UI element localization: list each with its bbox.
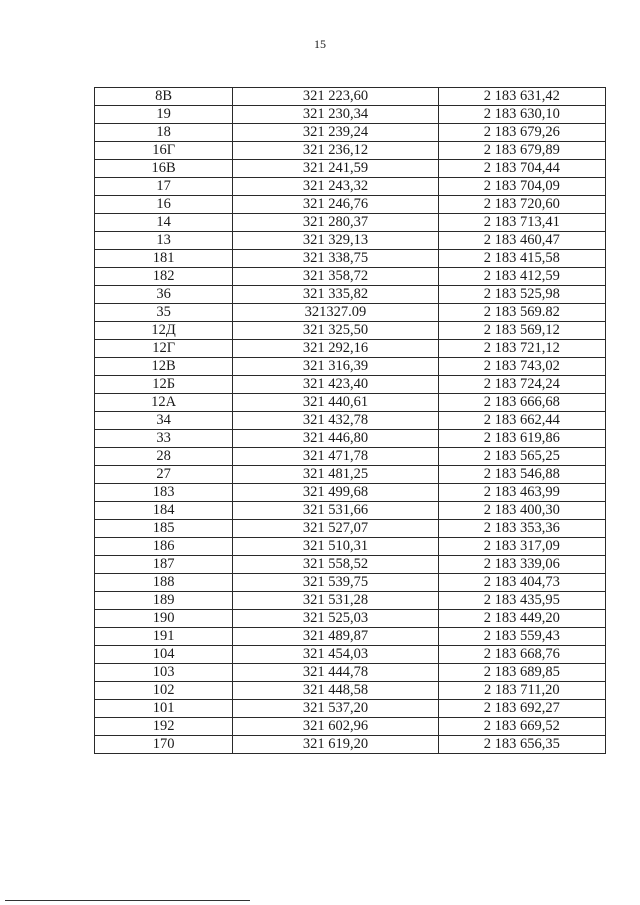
point-number-cell: 189 — [95, 592, 233, 610]
point-number-cell: 192 — [95, 718, 233, 736]
point-number-cell: 185 — [95, 520, 233, 538]
table-row — [95, 736, 606, 754]
y-coordinate-cell: 2 183 743,02 — [438, 358, 605, 376]
y-coordinate-cell: 2 183 449,20 — [438, 610, 605, 628]
x-coordinate-cell: 321 335,82 — [233, 286, 438, 304]
point-number-cell: 188 — [95, 574, 233, 592]
table-row — [95, 556, 606, 574]
table-row — [95, 286, 606, 304]
point-number-cell: 186 — [95, 538, 233, 556]
x-coordinate-cell: 321 432,78 — [233, 412, 438, 430]
point-number-cell: 103 — [95, 664, 233, 682]
point-number-cell: 181 — [95, 250, 233, 268]
point-number-cell: 8В — [95, 88, 233, 106]
table-row — [95, 628, 606, 646]
table-row — [95, 106, 606, 124]
point-number-cell: 16Г — [95, 142, 233, 160]
table-row — [95, 610, 606, 628]
table-row — [95, 232, 606, 250]
y-coordinate-cell: 2 183 525,98 — [438, 286, 605, 304]
table-row — [95, 340, 606, 358]
x-coordinate-cell: 321 329,13 — [233, 232, 438, 250]
y-coordinate-cell: 2 183 569,12 — [438, 322, 605, 340]
x-coordinate-cell: 321 444,78 — [233, 664, 438, 682]
table-row — [95, 718, 606, 736]
x-coordinate-cell: 321 338,75 — [233, 250, 438, 268]
point-number-cell: 184 — [95, 502, 233, 520]
y-coordinate-cell: 2 183 704,09 — [438, 178, 605, 196]
y-coordinate-cell: 2 183 317,09 — [438, 538, 605, 556]
point-number-cell: 18 — [95, 124, 233, 142]
y-coordinate-cell: 2 183 460,47 — [438, 232, 605, 250]
table-row — [95, 412, 606, 430]
table-row — [95, 520, 606, 538]
y-coordinate-cell: 2 183 404,73 — [438, 574, 605, 592]
point-number-cell: 12Г — [95, 340, 233, 358]
y-coordinate-cell: 2 183 559,43 — [438, 628, 605, 646]
table-row — [95, 358, 606, 376]
point-number-cell: 28 — [95, 448, 233, 466]
table-row — [95, 574, 606, 592]
point-number-cell: 104 — [95, 646, 233, 664]
point-number-cell: 19 — [95, 106, 233, 124]
point-number-cell: 191 — [95, 628, 233, 646]
table-row — [95, 304, 606, 322]
table-row — [95, 646, 606, 664]
point-number-cell: 170 — [95, 736, 233, 754]
point-number-cell: 102 — [95, 682, 233, 700]
y-coordinate-cell: 2 183 630,10 — [438, 106, 605, 124]
y-coordinate-cell: 2 183 662,44 — [438, 412, 605, 430]
x-coordinate-cell: 321 223,60 — [233, 88, 438, 106]
y-coordinate-cell: 2 183 631,42 — [438, 88, 605, 106]
x-coordinate-cell: 321 243,32 — [233, 178, 438, 196]
table-row — [95, 700, 606, 718]
x-coordinate-cell: 321 499,68 — [233, 484, 438, 502]
x-coordinate-cell: 321 280,37 — [233, 214, 438, 232]
x-coordinate-cell: 321 531,28 — [233, 592, 438, 610]
table-row — [95, 142, 606, 160]
y-coordinate-cell: 2 183 412,59 — [438, 268, 605, 286]
point-number-cell: 182 — [95, 268, 233, 286]
x-coordinate-cell: 321 481,25 — [233, 466, 438, 484]
y-coordinate-cell: 2 183 415,58 — [438, 250, 605, 268]
y-coordinate-cell: 2 183 724,24 — [438, 376, 605, 394]
table-row — [95, 160, 606, 178]
point-number-cell: 12А — [95, 394, 233, 412]
x-coordinate-cell: 321 325,50 — [233, 322, 438, 340]
x-coordinate-cell: 321 527,07 — [233, 520, 438, 538]
x-coordinate-cell: 321 602,96 — [233, 718, 438, 736]
coordinates-table-body — [95, 88, 606, 754]
table-row — [95, 322, 606, 340]
y-coordinate-cell: 2 183 463,99 — [438, 484, 605, 502]
y-coordinate-cell: 2 183 619,86 — [438, 430, 605, 448]
point-number-cell: 187 — [95, 556, 233, 574]
x-coordinate-cell: 321 239,24 — [233, 124, 438, 142]
point-number-cell: 27 — [95, 466, 233, 484]
y-coordinate-cell: 2 183 679,26 — [438, 124, 605, 142]
table-row — [95, 268, 606, 286]
x-coordinate-cell: 321 525,03 — [233, 610, 438, 628]
point-number-cell: 17 — [95, 178, 233, 196]
y-coordinate-cell: 2 183 669,52 — [438, 718, 605, 736]
table-row — [95, 178, 606, 196]
point-number-cell: 12Б — [95, 376, 233, 394]
y-coordinate-cell: 2 183 666,68 — [438, 394, 605, 412]
x-coordinate-cell: 321 558,52 — [233, 556, 438, 574]
point-number-cell: 33 — [95, 430, 233, 448]
table-row — [95, 502, 606, 520]
x-coordinate-cell: 321 489,87 — [233, 628, 438, 646]
x-coordinate-cell: 321 423,40 — [233, 376, 438, 394]
footer-rule — [5, 900, 250, 901]
y-coordinate-cell: 2 183 721,12 — [438, 340, 605, 358]
point-number-cell: 36 — [95, 286, 233, 304]
table-row — [95, 250, 606, 268]
point-number-cell: 101 — [95, 700, 233, 718]
y-coordinate-cell: 2 183 546,88 — [438, 466, 605, 484]
point-number-cell: 16В — [95, 160, 233, 178]
y-coordinate-cell: 2 183 692,27 — [438, 700, 605, 718]
x-coordinate-cell: 321 316,39 — [233, 358, 438, 376]
x-coordinate-cell: 321 241,59 — [233, 160, 438, 178]
x-coordinate-cell: 321 539,75 — [233, 574, 438, 592]
y-coordinate-cell: 2 183 400,30 — [438, 502, 605, 520]
x-coordinate-cell: 321327.09 — [233, 304, 438, 322]
y-coordinate-cell: 2 183 689,85 — [438, 664, 605, 682]
point-number-cell: 12Д — [95, 322, 233, 340]
table-row — [95, 124, 606, 142]
point-number-cell: 13 — [95, 232, 233, 250]
point-number-cell: 16 — [95, 196, 233, 214]
x-coordinate-cell: 321 619,20 — [233, 736, 438, 754]
y-coordinate-cell: 2 183 668,76 — [438, 646, 605, 664]
x-coordinate-cell: 321 230,34 — [233, 106, 438, 124]
x-coordinate-cell: 321 246,76 — [233, 196, 438, 214]
x-coordinate-cell: 321 292,16 — [233, 340, 438, 358]
point-number-cell: 14 — [95, 214, 233, 232]
x-coordinate-cell: 321 510,31 — [233, 538, 438, 556]
x-coordinate-cell: 321 440,61 — [233, 394, 438, 412]
y-coordinate-cell: 2 183 704,44 — [438, 160, 605, 178]
y-coordinate-cell: 2 183 713,41 — [438, 214, 605, 232]
y-coordinate-cell: 2 183 339,06 — [438, 556, 605, 574]
x-coordinate-cell: 321 236,12 — [233, 142, 438, 160]
y-coordinate-cell: 2 183 565,25 — [438, 448, 605, 466]
table-row — [95, 538, 606, 556]
x-coordinate-cell: 321 531,66 — [233, 502, 438, 520]
point-number-cell: 190 — [95, 610, 233, 628]
point-number-cell: 35 — [95, 304, 233, 322]
table-row — [95, 592, 606, 610]
x-coordinate-cell: 321 446,80 — [233, 430, 438, 448]
table-row — [95, 664, 606, 682]
table-row — [95, 682, 606, 700]
y-coordinate-cell: 2 183 656,35 — [438, 736, 605, 754]
y-coordinate-cell: 2 183 711,20 — [438, 682, 605, 700]
y-coordinate-cell: 2 183 569.82 — [438, 304, 605, 322]
x-coordinate-cell: 321 471,78 — [233, 448, 438, 466]
coordinates-table — [94, 87, 606, 754]
table-row — [95, 484, 606, 502]
table-row — [95, 88, 606, 106]
table-row — [95, 376, 606, 394]
table-row — [95, 430, 606, 448]
point-number-cell: 183 — [95, 484, 233, 502]
table-row — [95, 196, 606, 214]
y-coordinate-cell: 2 183 353,36 — [438, 520, 605, 538]
table-row — [95, 214, 606, 232]
x-coordinate-cell: 321 537,20 — [233, 700, 438, 718]
x-coordinate-cell: 321 454,03 — [233, 646, 438, 664]
y-coordinate-cell: 2 183 679,89 — [438, 142, 605, 160]
page-number: 15 — [314, 37, 326, 51]
x-coordinate-cell: 321 448,58 — [233, 682, 438, 700]
x-coordinate-cell: 321 358,72 — [233, 268, 438, 286]
y-coordinate-cell: 2 183 435,95 — [438, 592, 605, 610]
table-row — [95, 448, 606, 466]
table-row — [95, 394, 606, 412]
point-number-cell: 12В — [95, 358, 233, 376]
y-coordinate-cell: 2 183 720,60 — [438, 196, 605, 214]
point-number-cell: 34 — [95, 412, 233, 430]
table-row — [95, 466, 606, 484]
